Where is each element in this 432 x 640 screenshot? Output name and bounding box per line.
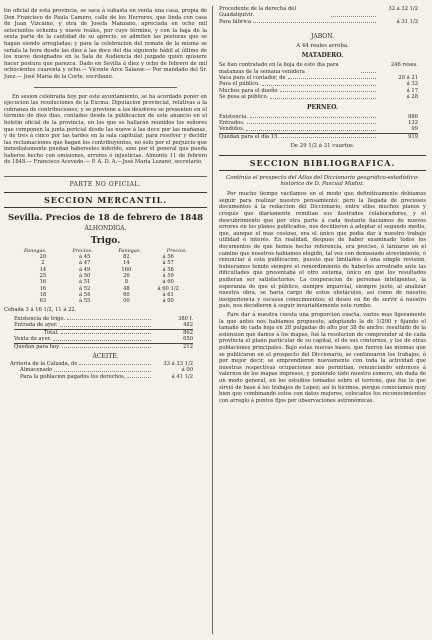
trigo-table — [4, 254, 207, 304]
aceite-heading: ACEITE. — [92, 353, 119, 361]
bib-paragraph-2: Fare dar á nuestra cuesta una proporcion exacta, varios mas ligeramente la que antes nos habiamos propuesto, adoptando la de 1/200 y fijando el tamaño de cada hoja en 28 pulgadas de alto por 38 de ancho: resultado de la estension que damos á los mapas, fué la resolucion de comprender al de cada provincia el plano particular de su capital, el de sus contornos, y los de otras poblaciones principales. Bajo estas nuevas bases, que fueron las mismas que se publicaron en el prospecto del Diccionario, se continuaron los trabajos, ó por mejor decir, se emprendieron nuevamente con toda la actividad que nuestras respectivas ocupaciones nos permitian, renunciando entonces á valernos de los mapas impresos, y poniendo todo nuestro esmero, sin duda de un modo general, en los estudios tomados sobre el terreno, que fue lo que sirvió de base á los trabajos de Lopez; así lo hicimos, porque conocíamos muy bien que combinando estos con datos mejores, colocados los reconocimientos con arreglo á puntos fijos por observaciones astronómicas. — [219, 311, 426, 404]
perneo-heading: PERNEO. — [306, 103, 339, 111]
matadero-table — [219, 62, 426, 100]
total-row: Total. 862 — [14, 329, 193, 336]
seccion-bibliografica-heading: SECCION BIBLIOGRAFICA. — [219, 155, 426, 171]
trigo-cell: á 59 — [162, 272, 174, 279]
trigo-cell: 60 — [123, 291, 130, 298]
entrada-row: Entrada de ayer. 482 — [14, 322, 193, 329]
trigo-cell: 16 — [39, 285, 47, 292]
trigo-cell: á 58 — [162, 266, 174, 273]
seccion-mercantil-heading: SECCION MERCANTIL. — [4, 192, 207, 208]
ayuntamiento-notice: En sesion celebrada hoy por este ayuntamiento, se ha acordado poner en ejecucion las resoluciones de la Excma. Diputacion provincial, relativas a la cobranza de contribuciones; y se previene a los deudores se presenten en el término de diez dias, contados desde la publicacion de este anuncio en el boletin oficial de la provincia, en los que se hallarán reunidos los señores que componen la junta pericial desde las nueve á las doce por las mañanas, y de tres á cinco por las tardes en la sala capitular, para resolver y decidir las reclamaciones que hagan los contribuyentes, no solo por el perjuicio que inmediatamente puedan haberseles inferido, sino por el general que pueda haberse hecho con omisiones, errores ó injusticias. Almonte 11 de febrero de 1848.— Francisco Acevedo.— P. A. D. A.—José María Lozano, secretario. — [4, 93, 207, 166]
trigo-cell: á 47 — [78, 260, 91, 267]
trigo-cell: 18 — [39, 291, 47, 298]
left-column — [4, 0, 207, 640]
trigo-cell: 14 — [39, 266, 47, 273]
precios-label: Precios. — [72, 248, 93, 255]
trigo-cell: 8 — [124, 279, 129, 286]
fabrica-row: Para fábrica á 31 1/2 — [219, 18, 418, 25]
trigo-cell: 16 — [39, 279, 47, 286]
existencia-table — [4, 316, 207, 350]
right-column — [219, 0, 426, 640]
muchos-row: Muchos para el dueño á 17 — [219, 87, 418, 94]
fanegas-label: Fanegas. — [118, 248, 141, 255]
precios-title: Sevilla. Precios de 18 de febrero de 1848 — [7, 213, 204, 224]
trigo-cell: á 60 — [162, 279, 174, 286]
vendidos-row: Vendidos. 99 — [219, 126, 418, 133]
trigo-heading: Trigo. — [90, 236, 121, 247]
trigo-cell: 25 — [39, 272, 47, 279]
aceite-cont-table — [219, 6, 426, 25]
trigo-cell: 14 — [123, 260, 130, 267]
separator — [4, 176, 207, 177]
jabon-heading: JABON. — [311, 33, 334, 41]
fanegas-label: Fanegas. — [24, 248, 47, 255]
trigo-row — [22, 298, 189, 304]
procedente-row: Procedente de la derecha del Guadalquivir. 32 á 32 1/2 — [219, 6, 418, 19]
trigo-cell: á 57 — [162, 260, 174, 267]
trigo-cell: 26 — [123, 272, 130, 279]
trigo-cell: 20 — [39, 254, 47, 261]
trigo-cell: á 45 — [78, 254, 91, 261]
aceite-table — [4, 361, 207, 380]
separator — [34, 87, 177, 88]
trigo-cell: 00 — [123, 298, 130, 305]
perneo-table — [219, 114, 426, 141]
matadero-intro-row: Se han contratado en la hoja de este dia para matanzas de la semana venidera 246 reses. — [219, 62, 418, 75]
parte-no-oficial-heading: PARTE NO OFICIAL. — [69, 181, 142, 189]
continua-subtitle: Continúa el prospecto del Atlas del Diccionario geográfico-estadístico-histórico de D. Pascual Madoz. — [226, 175, 419, 188]
trigo-cell: á 51 — [78, 279, 91, 286]
trigo-cell: á 56 — [162, 254, 174, 261]
trigo-cell: á 54 — [78, 291, 91, 298]
alhondiga-heading: ALHONDIGA. — [84, 225, 127, 233]
trigo-cell: á 61 — [162, 291, 174, 298]
arrieria-row: Arrieria de la Calzada, de 33 á 33 1/2 — [10, 361, 193, 368]
venta-row: Venta de ayer. 650 — [14, 336, 193, 343]
bib-paragraph-1: Por mucho tiempo vacilamos en el modo que definitivamente debiamos seguir para realizar nuestro pensamiento; pero la llegada de preciosos documentos á la redaccion del Diccionario, entre ellos muchos planos y croquis que diariamente remitian sus ilustrados colaboradores, y el descubrimiento que por otra parte á cada instante haciamos de nuevos errores en los planos publicados, nos decidieron á adoptar el segundo medio, que, aunque el mas costoso, era el único que podia dar á nuestro trabajo utilidad é interés. En realidad, despues de haber examinado todos los documentos de que hemos hecho referencia, era preciso, ó lanzarse en el camino que nosotros habiamos elegido, tal vez con demasiado atrevimiento, ó renunciar á esta publicacion, puesto que limitados á una simple revision, hubieramos tenido siempre el remordimiento de haberlos arredrado ante las dificultades que presentaba el otro sistema, único en que los resultados pudieran ser satisfactorios. La cooperacion de personas inteligentes, la esperanza de que el público, siempre imparcial, siempre justo, al analizar nuestra obra, se haria cargo de estos obstáculos, así como de nuestra inexperiencia y escasos conocimientos; el deseo en fin de servir á nuestro pais, nos decidieron á seguir invariablemente este rumbo. — [219, 191, 426, 310]
vende-row: Se pesa al público. á 28 — [219, 94, 418, 101]
trigo-cell: á 55 — [78, 298, 91, 305]
trigo-cell: á 52 — [78, 285, 91, 292]
matadero-heading: MATADERO. — [301, 52, 344, 60]
subasta-notice: tin oficial de esta provincia, se saca á subasta en venta una casa, propia de Don Francisco de Paula Camero, calle de los Herreros, que linda con casa de Juan Vizcaino, y otra de Josefa Manzano, apreciada en ocho mil setecientos ochenta y nueve reales, por cuyo término, y con la baja de la sexta parte de la cantidad de su aprecio, se admiten las posturas que se hagan siendo arregladas; y para la celebracion del remate de la misma se señala la hora desde las diez á las doce del dia siguiente hábil al último de los nueve designados en la Sala de Audiencia del juzgado quien quisiere hacer postura que parezca. Dado en Sevilla á diez y ocho de febrero de mil ochocientos cuarenta y ocho.— Vicente Arce Salazar.— Por mandado del Sr. Juez.— José María de la Corte, escribano. — [4, 8, 207, 80]
trigo-cell: á 60 1/2 — [157, 285, 179, 292]
trigo-cell: 82 — [123, 254, 130, 261]
trigo-cell: 48 — [123, 285, 130, 292]
trigo-cell: á 49 — [78, 266, 91, 273]
precios-label: Precios. — [166, 248, 187, 255]
almacenado-row: Almacenado á 00 — [20, 367, 193, 374]
quedan-row: Quedan para el dia 15. 919 — [219, 133, 418, 140]
existencia-row: Existencia de trigo. 380 f. — [14, 316, 193, 323]
entrados-row: Entrados. 132 — [219, 120, 418, 127]
trigo-cell: 160 — [121, 266, 132, 273]
quedan-row: Quedan para hoy. 212 — [14, 343, 193, 350]
vaca-row: Vaca para el contador, de 20 á 21 — [219, 75, 418, 82]
trigo-cell: á 50 — [78, 272, 91, 279]
jabon-price: A 44 reales arroba. — [296, 43, 349, 50]
precio-line: De 29 1/2 á 31 cuartos. — [290, 143, 355, 150]
poblacion-row: Para la poblacion pagados los derechos, á 41 1/2 — [20, 373, 193, 380]
publico-row: Para el público. á 32 — [219, 81, 418, 88]
trigo-cell: 2 — [41, 260, 45, 267]
trigo-cell: 63 — [39, 298, 47, 305]
existencia-row: Existencia. 886 — [219, 113, 418, 120]
trigo-cell: á 00 — [162, 298, 174, 305]
cebada-line: Cebada 3 á 16 1/2, 11 á 22. — [4, 307, 77, 314]
column-divider — [212, 6, 213, 634]
